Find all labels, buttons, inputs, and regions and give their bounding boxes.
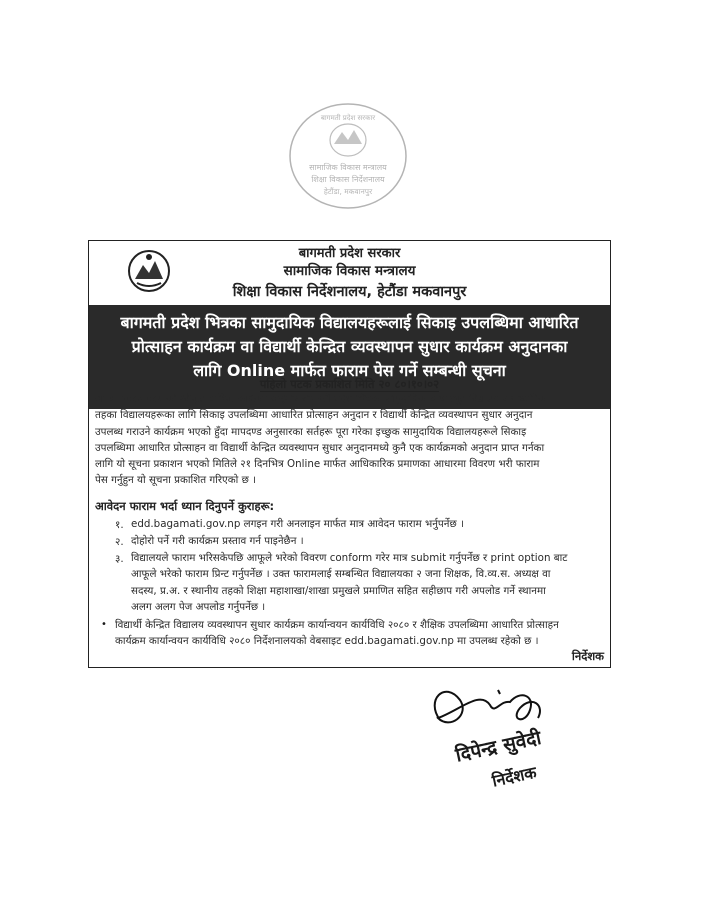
published-date: पहिलो पटक प्रकाशित मिति २० ८०।१०।०२ — [259, 377, 440, 391]
header-government: बागमती प्रदेश सरकार — [298, 246, 401, 261]
notice-header — [89, 241, 610, 301]
stamp-line: हेटौंडा, मकवानपुर — [323, 187, 373, 196]
item-number: ३. — [115, 553, 124, 565]
item-line: विद्यालयले फाराम भरिसकेपछि आफूले भरेको विवरण conform गरेर मात्र submit गर्नुपर्नेछ र print option बाट — [131, 552, 568, 564]
item-number: १. — [115, 519, 124, 531]
note-line: विद्यार्थी केन्द्रित विद्यालय व्यवस्थापन सुधार कार्यक्रम कार्यान्वयन कार्यविधि २०८० र शैक्षिक उपलब्धिमा आधारित प्रोत्साहन — [115, 619, 559, 631]
list-item — [131, 550, 603, 615]
stamp-line: सामाजिक विकास मन्त्रालय — [309, 163, 387, 172]
official-stamp — [286, 100, 410, 212]
item-line: सदस्य, प्र.अ. र स्थानीय तहको शिक्षा महाशाखा/शाखा प्रमुखले प्रमाणित सहित सहीछाप गरी अपलोड गर्ने स्थानमा — [131, 584, 546, 597]
bullet-icon: • — [101, 619, 107, 630]
body-line: आ.व. २०८०।०८१ को स्वीकृत वार्षिक कार्यक्रम अनुसार बागमती प्रदेश भित्रका सामुदायिक आधारभूत विद्यालय र माध्यमिक — [95, 393, 546, 405]
list-item: दोहोरो पर्ने गरी कार्यक्रम प्रस्ताव गर्न पाइनेछैन । — [131, 535, 304, 547]
item-line: आफूले भरेको फाराम प्रिन्ट गर्नुपर्नेछ । उक्त फारामलाई सम्बन्धित विद्यालयका २ जना शिक्षक, वि.व्य.स. अध्यक्ष वा — [131, 568, 551, 581]
signature-label: निर्देशक — [571, 649, 604, 663]
notice-box — [88, 240, 611, 668]
handwritten-signature — [420, 670, 580, 740]
title-line: बागमती प्रदेश भित्रका सामुदायिक विद्यालयहरूलाई सिकाइ उपलब्धिमा आधारित — [120, 313, 579, 332]
notice-body — [95, 391, 605, 489]
signatory-name: दिपेन्द्र सुवेदी — [453, 726, 544, 767]
body-line: उपलब्धिमा आधारित प्रोत्साहन वा विद्यार्थी केन्द्रित व्यवस्थापन सुधार अनुदानमध्ये कुनै एक कार्यक्रमको अनुदान प्राप्त गर्नका — [95, 441, 545, 454]
signatory-title: निर्देशक — [490, 762, 539, 791]
body-line: लागि यो सूचना प्रकाशन भएको मितिले २१ दिनभित्र Online मार्फत आधिकारिक प्रमाणका आधारमा विवरण भरी फाराम — [95, 458, 540, 471]
item-line: अलग अलग पेज अपलोड गर्नुपर्नेछ । — [131, 600, 266, 613]
body-line: पेस गर्नुहुन यो सूचना प्रकाशित गरिएको छ । — [95, 474, 256, 487]
note-item — [115, 617, 605, 650]
title-line: लागि Online मार्फत फाराम पेस गर्ने सम्बन्धी सूचना — [193, 361, 506, 380]
header-ministry: सामाजिक विकास मन्त्रालय — [283, 263, 416, 279]
list-item: edd.bagamati.gov.np लगइन गरी अनलाइन मार्फत मात्र आवेदन फाराम भर्नुपर्नेछ । — [131, 518, 464, 530]
title-line: प्रोत्साहन कार्यक्रम वा विद्यार्थी केन्द्रित व्यवस्थापन सुधार कार्यक्रम अनुदानका — [131, 337, 568, 356]
item-number: २. — [115, 536, 124, 548]
instructions-heading: आवेदन फाराम भर्दा ध्यान दिनुपर्ने कुराहरू: — [95, 499, 275, 513]
body-line: उपलब्ध गराउने कार्यक्रम भएको हुँदा मापदण्ड अनुसारका सर्तहरू पूरा गरेका इच्छुक सामुदायिक विद्यालयहरूले सिकाइ — [95, 425, 527, 438]
stamp-line: शिक्षा विकास निर्देशनालय — [311, 175, 385, 184]
note-line: कार्यक्रम कार्यान्वयन कार्यविधि २०८० निर्देशनालयको वेबसाइट edd.bagamati.gov.np मा उपलब्ध रहेको छ । — [115, 635, 539, 648]
stamp-line: बागमती प्रदेश सरकार — [320, 114, 376, 122]
body-line: तहका विद्यालयहरूका लागि सिकाइ उपलब्धिमा आधारित प्रोत्साहन अनुदान र विद्यार्थी केन्द्रित व्यवस्थापन सुधार अनुदान — [95, 409, 533, 422]
header-directorate: शिक्षा विकास निर्देशनालय, हेटौंडा मकवानपुर — [232, 284, 467, 300]
